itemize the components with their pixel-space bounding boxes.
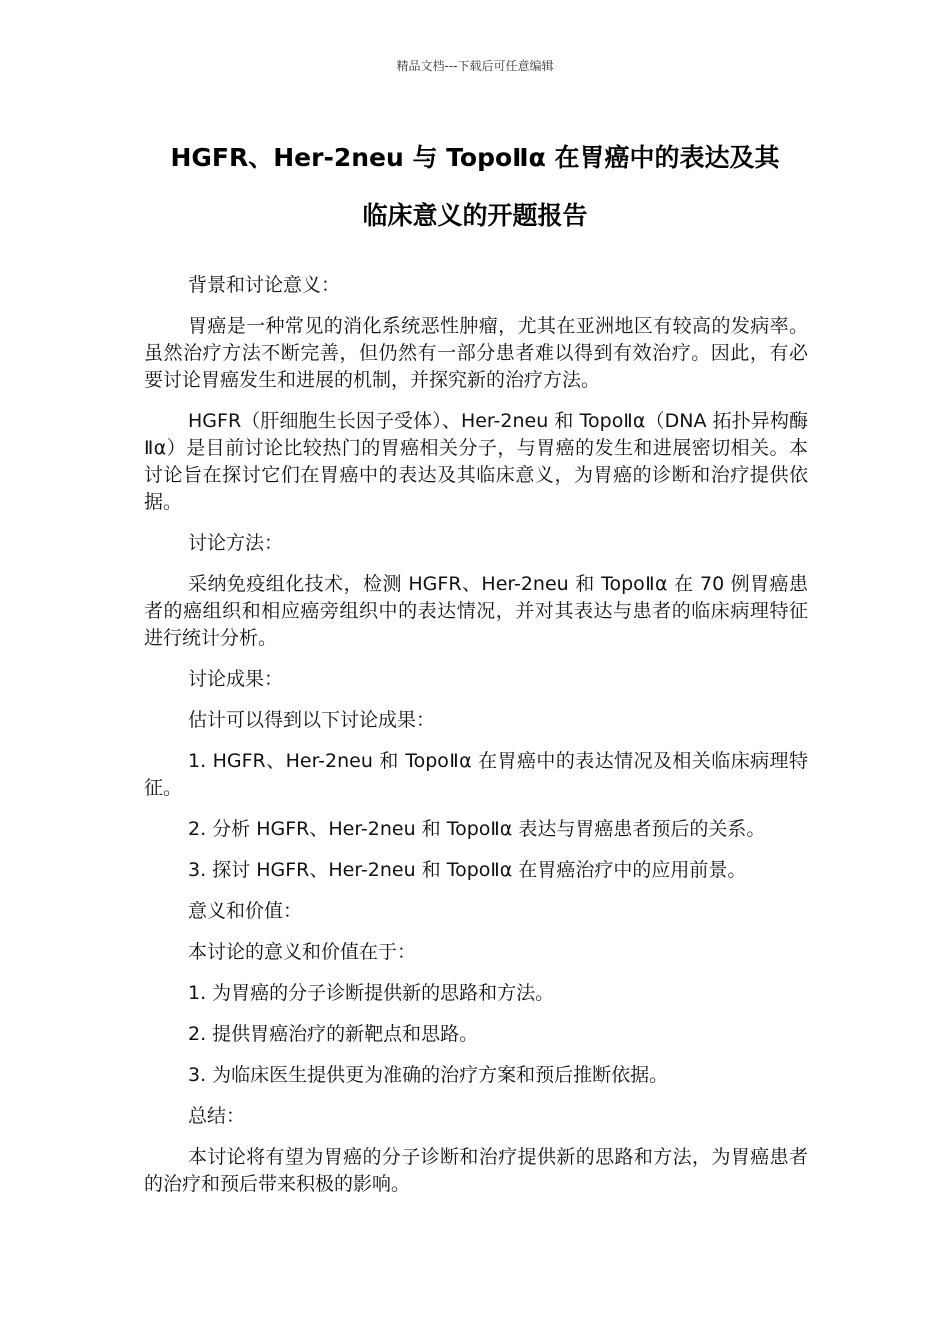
- result-item-2: 2. 分析 HGFR、Her-2neu 和 TopoⅡα 表达与胃癌患者预后的关系。: [188, 818, 766, 840]
- page-header: 精品文档---下载后可任意编辑: [396, 59, 554, 73]
- paragraph-molecules: HGFR（肝细胞生长因子受体）、Her-2neu 和 TopoⅡα（DNA 拓扑异构酶Ⅱα）是目前讨论比较热门的胃癌相关分子，与胃癌的发生和进展密切相关。本讨论旨在探讨它们在胃癌中的表达及其临床意义，为胃癌的诊断和治疗提供依据。: [144, 410, 808, 513]
- result-item-3: 3. 探讨 HGFR、Her-2neu 和 TopoⅡα 在胃癌治疗中的应用前景。: [188, 859, 747, 881]
- document-title-line-1: HGFR、Her-2neu 与 TopoⅡα 在胃癌中的表达及其: [170, 143, 780, 172]
- heading-summary: 总结：: [188, 1105, 246, 1127]
- significance-item-2: 2. 提供胃癌治疗的新靶点和思路。: [188, 1023, 479, 1045]
- heading-significance: 意义和价值：: [188, 900, 303, 922]
- document-title-line-2: 临床意义的开题报告: [362, 201, 588, 230]
- significance-item-3: 3. 为临床医生提供更为准确的治疗方案和预后推断依据。: [188, 1064, 669, 1086]
- document-body: [144, 272, 808, 1212]
- heading-methods: 讨论方法：: [188, 532, 284, 554]
- heading-results: 讨论成果：: [188, 668, 284, 690]
- paragraph-methods: 采纳免疫组化技术，检测 HGFR、Her-2neu 和 TopoⅡα 在 70 例胃癌患者的癌组织和相应癌旁组织中的表达情况，并对其表达与患者的临床病理特征进行统计分析。: [144, 573, 808, 649]
- significance-item-1: 1. 为胃癌的分子诊断提供新的思路和方法。: [188, 982, 555, 1004]
- paragraph-summary: 本讨论将有望为胃癌的分子诊断和治疗提供新的思路和方法，为胃癌患者的治疗和预后带来积极的影响。: [144, 1146, 808, 1195]
- heading-background: 背景和讨论意义：: [188, 274, 341, 296]
- paragraph-background: 胃癌是一种常见的消化系统恶性肿瘤，尤其在亚洲地区有较高的发病率。虽然治疗方法不断完善，但仍然有一部分患者难以得到有效治疗。因此，有必要讨论胃癌发生和进展的机制，并探究新的治疗方法。: [144, 315, 808, 391]
- paragraph-significance-intro: 本讨论的意义和价值在于：: [188, 941, 417, 963]
- result-item-1: 1. HGFR、Her-2neu 和 TopoⅡα 在胃癌中的表达情况及相关临床病理特征。: [144, 750, 808, 799]
- paragraph-results-intro: 估计可以得到以下讨论成果：: [188, 709, 436, 731]
